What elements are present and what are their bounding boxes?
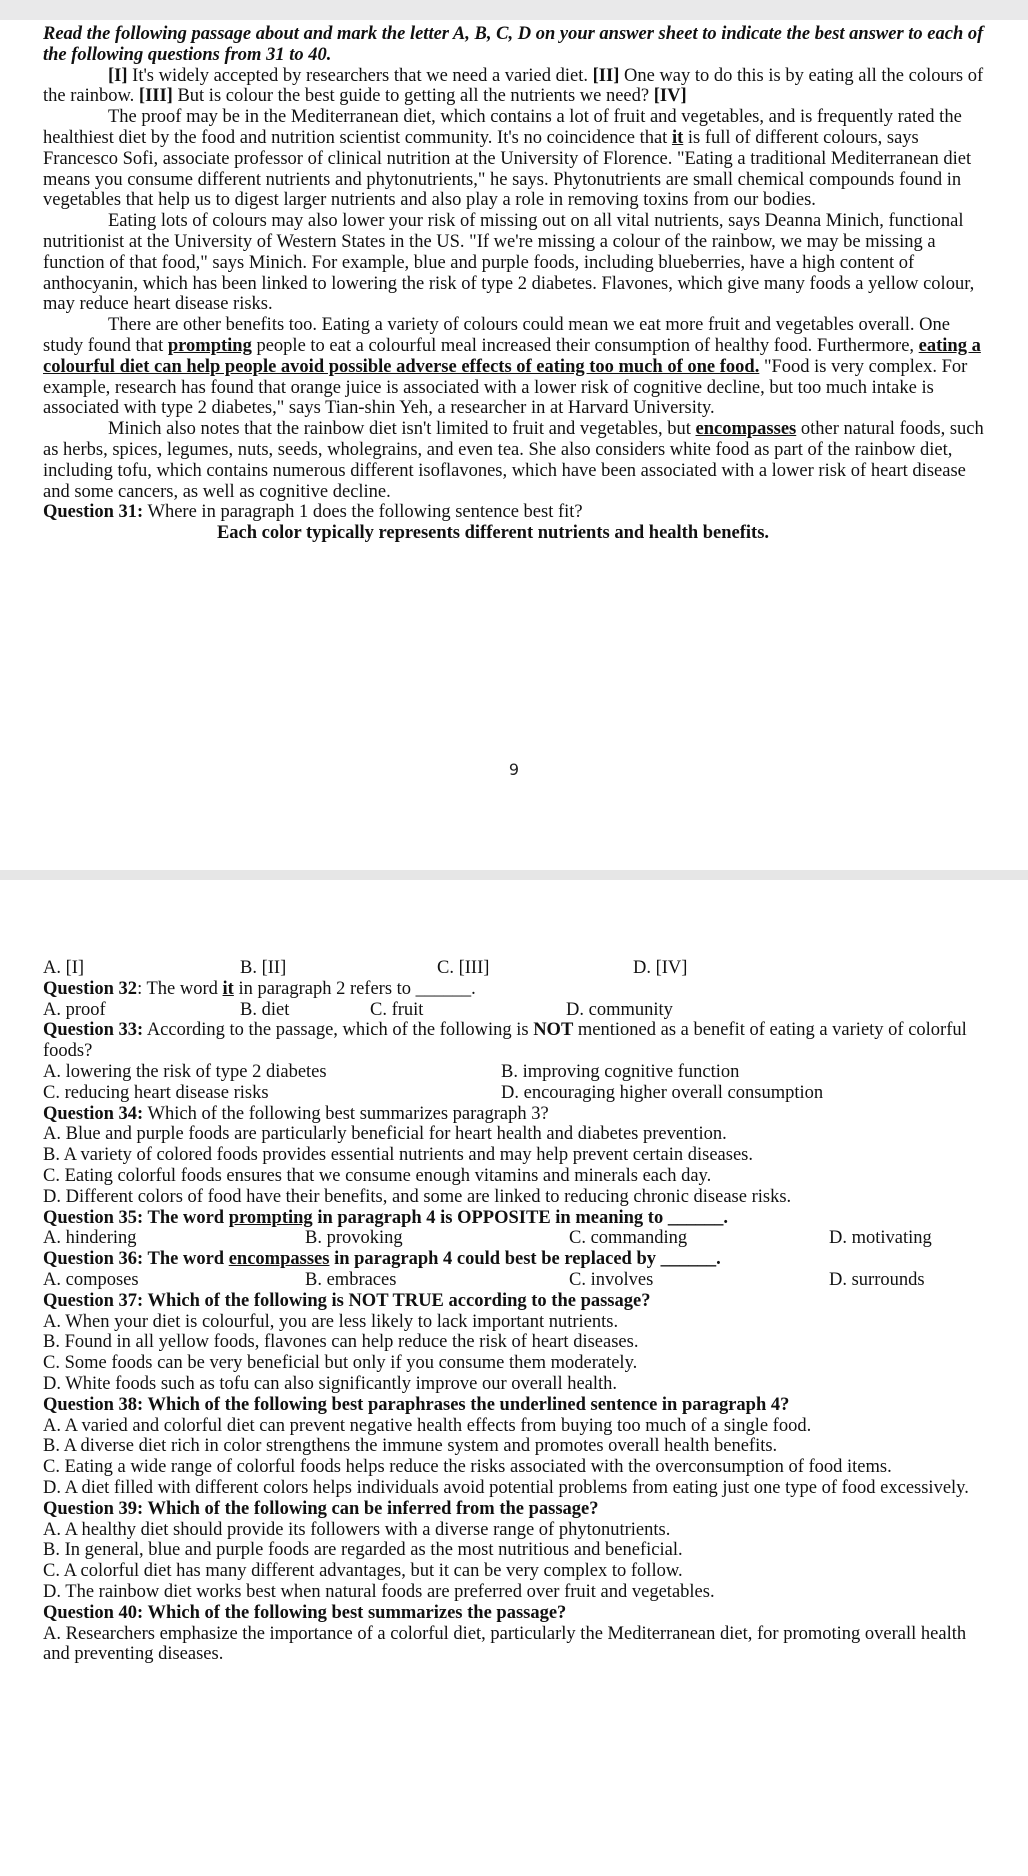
marker-i: [I]: [108, 65, 128, 86]
option-a: A. Blue and purple foods are particularly beneficial for heart health and diabetes prevention.: [43, 1124, 727, 1145]
option-c: C. fruit: [370, 999, 424, 1020]
paragraph-5: Minich also notes that the rainbow diet isn't limited to fruit and vegetables, but encompasses other natural foods, such as herbs, spices, legumes, nuts, seeds, wholegrains, and even tea. She also considers white food as part of the rainbow diet, including tofu, which contains numerous different isoflavones, which have been associated with a lower risk of heart disease and some cancers, as well as cognitive decline.: [43, 419, 984, 502]
question-32-options: [43, 1000, 988, 1021]
option-a: A. lowering the risk of type 2 diabetes: [43, 1061, 327, 1082]
instructions: Read the following passage about and mark the letter A, B, C, D on your answer sheet to indicate the best answer to each of the following questions from 31 to 40.: [43, 24, 984, 65]
question-36-options: [43, 1270, 988, 1291]
option-d: D. The rainbow diet works best when natural foods are preferred over fruit and vegetables.: [43, 1581, 715, 1602]
option-b: B. A diverse diet rich in color strengthens the immune system and promotes overall health benefits.: [43, 1436, 778, 1457]
question-37: Question 37: Which of the following is NOT TRUE according to the passage?: [43, 1290, 651, 1311]
option-b: B. [II]: [240, 958, 287, 978]
question-35-options: [43, 1228, 988, 1249]
question-31: Question 31: Where in paragraph 1 does the following sentence best fit?: [43, 502, 583, 523]
paragraph-2: The proof may be in the Mediterranean diet, which contains a lot of fruit and vegetables, and is frequently rated the healthiest diet by the food and nutrition scientist community. It's no coincidence that it is full of different colours, says Francesco Sofi, associate professor of clinical nutrition at the University of Florence. "Eating a traditional Mediterranean diet means you consume different nutrients and phytonutrients," he says. Phytonutrients are small chemical compounds found in vegetables that help us to digest larger nutrients and also play a role in removing toxins from our bodies.: [43, 107, 972, 211]
option-b: B. Found in all yellow foods, flavones can help reduce the risk of heart diseases.: [43, 1332, 639, 1353]
question-33-options-row-2: [43, 1083, 988, 1104]
question-31-options: [43, 958, 988, 979]
question-33-options-row-1: [43, 1062, 988, 1083]
option-b: B. A variety of colored foods provides essential nutrients and may help prevent certain diseases.: [43, 1145, 754, 1166]
option-c: C. Some foods can be very beneficial but only if you consume them moderately.: [43, 1353, 638, 1374]
option-c: C. commanding: [569, 1228, 688, 1249]
page-content: [43, 958, 988, 1665]
option-d: D. motivating: [829, 1228, 932, 1249]
underlined-sentence: eating a colourful diet can help people avoid possible adverse effects of eating too much of one food.: [43, 335, 981, 377]
option-a: A. hindering: [43, 1228, 137, 1249]
paragraph-3: Eating lots of colours may also lower your risk of missing out on all vital nutrients, says Deanna Minich, functional nutritionist at the University of Western States in the US. "If we're missing a colour of the rainbow, we may be missing a function of that food," says Minich. For example, blue and purple foods, including blueberries, have a high content of anthocyanin, which has been linked to lowering the risk of type 2 diabetes. Flavones, which give many foods a yellow colour, may reduce heart disease risks.: [43, 211, 975, 315]
option-d: D. [IV]: [633, 958, 688, 978]
document-page-9: [0, 20, 1028, 870]
option-a: A. When your diet is colourful, you are less likely to lack important nutrients.: [43, 1311, 619, 1332]
option-d: D. White foods such as tofu can also significantly improve our overall health.: [43, 1373, 618, 1394]
paragraph-4: There are other benefits too. Eating a variety of colours could mean we eat more fruit and vegetables overall. One study found that prompting people to eat a colourful meal increased their consumption of healthy food. Furthermore, eating a colourful diet can help people avoid possible adverse effects of eating too much of one food. "Food is very complex. For example, research has found that orange juice is associated with a lower risk of cognitive decline, but too much intake is associated with type 2 diabetes," says Tian-shin Yeh, a researcher in at Harvard University.: [43, 315, 981, 419]
option-b: B. embraces: [305, 1269, 397, 1290]
insert-sentence: Each color typically represents different nutrients and health benefits.: [216, 523, 770, 544]
option-b: B. improving cognitive function: [501, 1061, 740, 1082]
option-c: C. involves: [569, 1269, 654, 1290]
option-d: D. A diet filled with different colors helps individuals avoid potential problems from eating just one type of food excessively.: [43, 1477, 969, 1498]
question-35: Question 35: The word prompting in paragraph 4 is OPPOSITE in meaning to ______.: [43, 1207, 728, 1228]
option-d: D. surrounds: [829, 1269, 925, 1290]
underlined-word-prompting: prompting: [167, 335, 252, 356]
option-b: B. diet: [240, 999, 290, 1020]
question-32: Question 32: The word it in paragraph 2 refers to ______.: [43, 978, 476, 999]
option-a: A. proof: [43, 999, 106, 1020]
option-a: A. Researchers emphasize the importance of a colorful diet, particularly the Mediterranean diet, for promoting overall health and preventing diseases.: [43, 1623, 967, 1665]
question-39: Question 39: Which of the following can be inferred from the passage?: [43, 1498, 599, 1519]
page-number: 9: [508, 760, 520, 779]
marker-iii: [III]: [138, 86, 173, 107]
question-38: Question 38: Which of the following best paraphrases the underlined sentence in paragraph 4?: [43, 1394, 790, 1415]
option-c: C. A colorful diet has many different advantages, but it can be very complex to follow.: [43, 1561, 683, 1582]
referent-word-it: it: [671, 127, 684, 148]
question-34: Question 34: Which of the following best summarizes paragraph 3?: [43, 1103, 549, 1124]
option-b: B. In general, blue and purple foods are regarded as the most nutritious and beneficial.: [43, 1540, 683, 1561]
question-33: Question 33: According to the passage, which of the following is NOT mentioned as a benefit of eating a variety of colorful foods?: [43, 1020, 967, 1062]
option-c: C. reducing heart disease risks: [43, 1082, 269, 1103]
marker-iv: [IV]: [653, 86, 687, 107]
question-40: Question 40: Which of the following best summarizes the passage?: [43, 1602, 567, 1623]
option-d: D. community: [566, 999, 673, 1020]
option-c: C. Eating colorful foods ensures that we consume enough vitamins and minerals each day.: [43, 1165, 712, 1186]
paragraph-1: [I] It's widely accepted by researchers that we need a varied diet. [II] One way to do this is by eating all the colours of the rainbow. [III] But is colour the best guide to getting all the nutrients we need? [IV]: [43, 65, 984, 107]
question-36: Question 36: The word encompasses in paragraph 4 could best be replaced by ______.: [43, 1249, 721, 1270]
document-page-10: [0, 880, 1028, 1876]
page-content: [43, 24, 988, 544]
option-c: C. [III]: [437, 958, 490, 978]
option-a: A. [I]: [43, 958, 85, 978]
option-c: C. Eating a wide range of colorful foods helps reduce the risks associated with the overconsumption of food items.: [43, 1457, 892, 1478]
option-d: D. encouraging higher overall consumption: [501, 1082, 824, 1103]
option-a: A. composes: [43, 1269, 139, 1290]
marker-ii: [II]: [592, 65, 620, 86]
page-separator: [0, 870, 1028, 880]
option-d: D. Different colors of food have their benefits, and some are linked to reducing chronic disease risks.: [43, 1186, 792, 1207]
underlined-word-encompasses: encompasses: [695, 419, 797, 440]
viewer-top-bar: [0, 0, 1028, 22]
option-a: A. A varied and colorful diet can prevent negative health effects from buying too much of a single food.: [43, 1415, 812, 1436]
option-a: A. A healthy diet should provide its followers with a diverse range of phytonutrients.: [43, 1519, 671, 1540]
option-b: B. provoking: [305, 1228, 403, 1249]
